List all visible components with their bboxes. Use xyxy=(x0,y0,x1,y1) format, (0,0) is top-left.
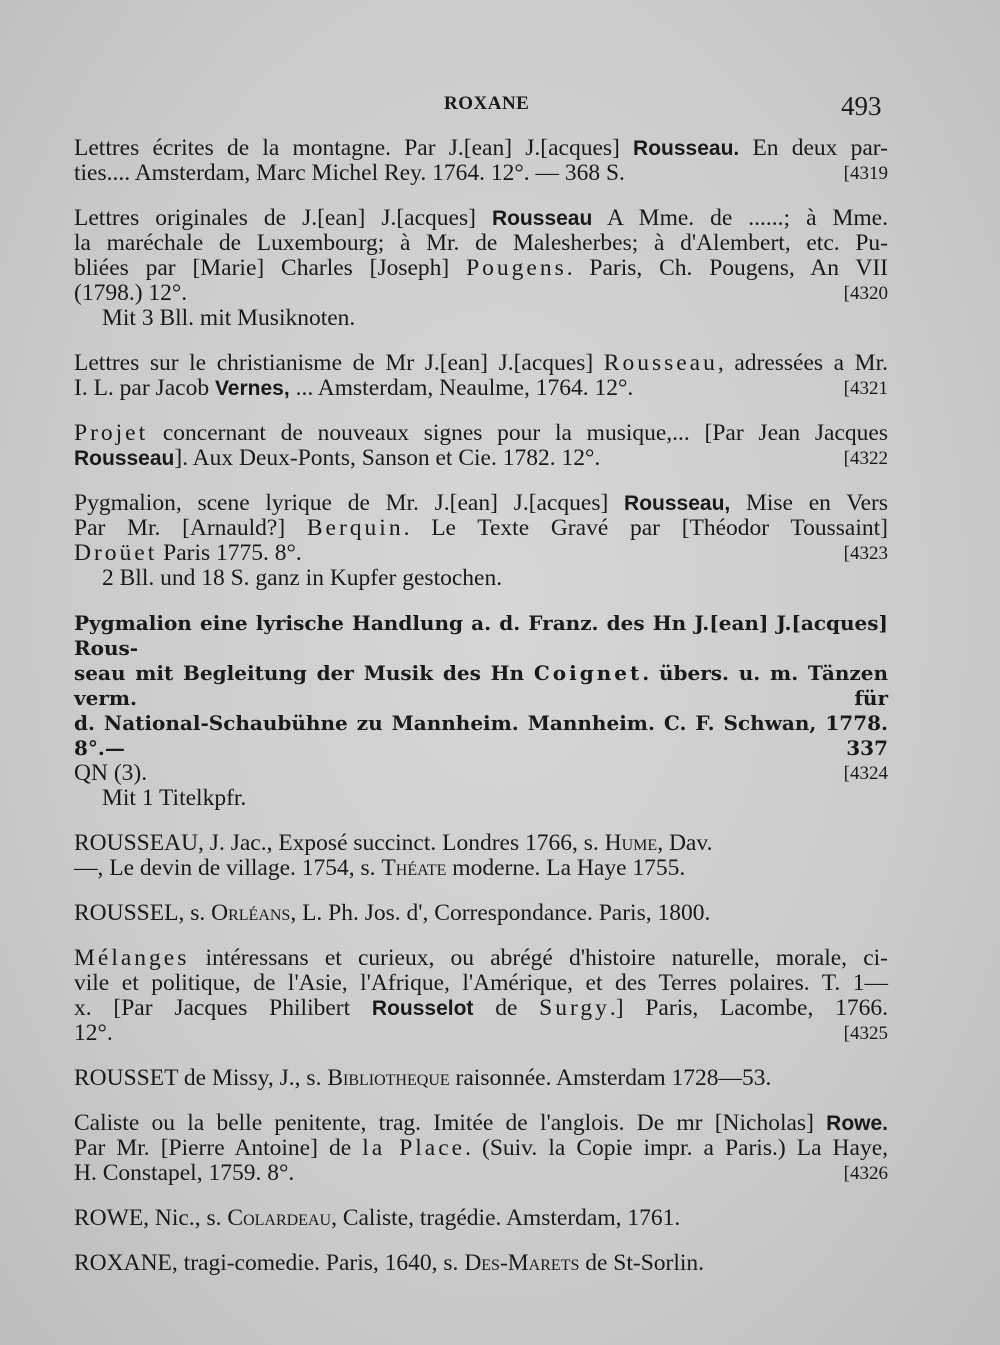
entry-text: H. Constapel, 1759. 8°. xyxy=(74,1160,295,1186)
cross-reference-rousset xyxy=(74,1066,888,1091)
author-name: Rousselot xyxy=(371,997,474,1020)
author-name: seau xyxy=(74,661,126,685)
entry-text: moderne. La Haye 1755. xyxy=(446,855,686,881)
entry-text: , L. Ph. Jos. d', Correspondance. Paris, 1800. xyxy=(290,900,711,926)
entry-line xyxy=(74,1161,888,1186)
entry-text: bliées par [Marie] Charles [Joseph] xyxy=(74,255,467,281)
cross-reference-roussel xyxy=(74,901,888,926)
entry-text: Lettres écrites de la montagne. Par J.[ean] J.[acques] xyxy=(74,135,634,161)
entry-number: [4326 xyxy=(843,1163,888,1184)
entry-line xyxy=(74,1066,888,1091)
entry-number: [4321 xyxy=(843,378,888,399)
author-name: Rousseau, xyxy=(624,492,731,515)
entry-line xyxy=(74,136,888,161)
entry-text: A Mme. de ......; à Mme. xyxy=(592,205,888,231)
entry-text: , adressées a Mr. xyxy=(717,350,888,376)
entry-text: x. [Par Jacques Philibert xyxy=(74,995,372,1021)
entry-note: Mit 3 Bll. mit Musiknoten. xyxy=(102,305,356,331)
entry-line xyxy=(74,1111,888,1136)
entry-text: . Paris, Ch. Pougens, An VII xyxy=(566,255,888,281)
entry-text: I. L. par Jacob xyxy=(74,375,215,401)
author-name: Rowe. xyxy=(826,1112,888,1135)
author-name: Rous- xyxy=(74,636,139,660)
author-name: Rousseau xyxy=(74,447,175,470)
catalogue-entry-4323 xyxy=(74,491,888,591)
entry-text: Lettres originales de J.[ean] J.[acques] xyxy=(74,205,492,231)
entry-text: QN (3). xyxy=(74,760,148,786)
entry-number: [4322 xyxy=(843,448,888,469)
entry-line: la maréchale de Luxembourg; à Mr. de Malesherbes; à d'Alembert, etc. Pu- xyxy=(74,230,888,256)
entry-line xyxy=(74,491,888,516)
entry-text: Lettres sur le christianisme de Mr J.[ean] J.[acques] xyxy=(74,350,604,376)
entry-text: ROXANE, tragi-comedie. Paris, 1640, s. xyxy=(74,1250,465,1276)
entry-text: ROUSSEL, s. xyxy=(74,900,212,926)
entry-text: Paris 1775. 8°. xyxy=(157,540,302,566)
author-name: Droüet xyxy=(74,540,158,566)
entry-text: concernant de nouveaux signes pour la musique,... [Par Jean Jacques xyxy=(148,420,888,446)
reference-name: Colardeau xyxy=(227,1205,332,1231)
entry-text: . Le Texte Gravé par [Théodor Toussaint] xyxy=(403,515,888,541)
author-name: Rousseau xyxy=(603,350,718,376)
entry-line xyxy=(74,1136,888,1161)
entry-line xyxy=(74,1251,888,1276)
entry-text: Par Mr. [Arnauld?] xyxy=(74,515,307,541)
entry-line xyxy=(74,946,888,971)
entry-text: . übers. u. m. Tänzen verm. für xyxy=(74,661,889,710)
catalogue-entry-4325 xyxy=(74,946,888,1046)
entry-text: Pygmalion, scene lyrique de Mr. J.[ean] J.[acques] xyxy=(74,490,625,516)
entry-text: , Caliste, tragédie. Amsterdam, 1761. xyxy=(331,1205,681,1231)
entry-number: [4320 xyxy=(843,283,888,304)
entry-text: ROUSSET de Missy, J., s. xyxy=(74,1065,328,1091)
entry-line xyxy=(74,856,888,881)
entry-line xyxy=(74,831,888,856)
cross-reference-roxane xyxy=(74,1251,888,1276)
entry-note: Mit 1 Titelkpfr. xyxy=(102,785,247,811)
entry-text: —, Le devin de village. 1754, s. xyxy=(74,855,382,881)
entry-text: Pygmalion eine lyrische Handlung a. d. Franz. des Hn J.[ean] J.[acques] xyxy=(74,611,888,635)
entry-text: intéressans et curieux, ou abrégé d'histoire naturelle, morale, ci- xyxy=(189,945,888,971)
entry-text: Mise en Vers xyxy=(730,490,888,516)
entry-text: mit Begleitung der Musik des Hn xyxy=(125,661,534,685)
entry-line xyxy=(74,206,888,231)
reference-name: Théate xyxy=(381,855,447,881)
author-name: Vernes, xyxy=(214,377,290,400)
entry-line xyxy=(74,996,888,1021)
entry-text: 12°. xyxy=(74,1020,113,1046)
entry-text: ties.... Amsterdam, Marc Michel Rey. 1764. 12°. — 368 S. xyxy=(74,160,625,186)
entry-text: (1798.) 12°. xyxy=(74,280,188,306)
entry-note: 2 Bll. und 18 S. ganz in Kupfer gestochen. xyxy=(102,565,503,591)
cross-reference-rowe xyxy=(74,1206,888,1231)
reference-name: Bibliotheque xyxy=(327,1065,450,1091)
running-head: ROXANE xyxy=(444,93,530,114)
reference-name: Des-Marets xyxy=(464,1250,580,1276)
entry-text: ROUSSEAU, J. Jac., Exposé succinct. Londres 1766, s. xyxy=(74,830,605,856)
entry-line xyxy=(74,1021,888,1046)
author-name: Coignet xyxy=(533,661,643,685)
catalogue-entry-4319 xyxy=(74,136,888,186)
author-name: Surgy xyxy=(539,995,610,1021)
entry-line xyxy=(74,421,888,446)
entry-line: d. National-Schaubühne zu Mannheim. Mannheim. C. F. Schwan, 1778. 8°.— 337 xyxy=(74,711,888,760)
entry-number: [4323 xyxy=(843,543,888,564)
entry-line xyxy=(74,1206,888,1231)
cross-reference-rousseau xyxy=(74,831,888,881)
entry-line xyxy=(74,661,888,711)
author-name: Berquin xyxy=(306,515,404,541)
title-word: Projet xyxy=(74,420,149,446)
author-name: la Place xyxy=(362,1135,466,1161)
reference-name: Hume xyxy=(604,830,658,856)
entry-line xyxy=(74,351,888,376)
reference-name: Orléans xyxy=(211,900,291,926)
entry-line xyxy=(74,376,888,401)
entry-text: ]. Aux Deux-Ponts, Sanson et Cie. 1782. 12°. xyxy=(174,445,601,471)
catalogue-entries xyxy=(74,136,888,1296)
entry-line xyxy=(74,161,888,186)
entry-line xyxy=(74,256,888,281)
entry-text: de xyxy=(473,995,540,1021)
entry-text: ROWE, Nic., s. xyxy=(74,1205,228,1231)
entry-line xyxy=(74,901,888,926)
entry-line xyxy=(74,761,888,786)
entry-text: .] Paris, Lacombe, 1766. xyxy=(609,995,888,1021)
entry-text: de St-Sorlin. xyxy=(579,1250,705,1276)
title-word: Mélanges xyxy=(74,945,190,971)
entry-line xyxy=(74,516,888,541)
entry-line: vile et politique, de l'Asie, l'Afrique, l'Amérique, et des Terres polaires. T. 1— xyxy=(74,970,888,996)
catalogue-entry-4322 xyxy=(74,421,888,471)
entry-line xyxy=(74,281,888,306)
entry-number: [4324 xyxy=(843,763,888,784)
catalogue-entry-4321 xyxy=(74,351,888,401)
author-name: Rousseau xyxy=(491,207,593,230)
catalogue-entry-4324 xyxy=(74,611,888,811)
entry-text: Caliste ou la belle penitente, trag. Imitée de l'anglois. De mr [Nicholas] xyxy=(74,1110,827,1136)
entry-text: raisonnée. Amsterdam 1728—53. xyxy=(449,1065,772,1091)
entry-line xyxy=(74,446,888,471)
entry-number: [4319 xyxy=(843,163,888,184)
entry-text: ... Amsterdam, Neaulme, 1764. 12°. xyxy=(289,375,634,401)
entry-text: , Dav. xyxy=(657,830,713,856)
author-name: Pougens xyxy=(466,255,567,281)
entry-line xyxy=(74,541,888,566)
entry-text: Par Mr. [Pierre Antoine] de xyxy=(74,1135,363,1161)
author-name: Rousseau. xyxy=(633,137,740,160)
catalogue-entry-4320 xyxy=(74,206,888,331)
entry-number: [4325 xyxy=(843,1023,888,1044)
entry-text: . (Suiv. la Copie impr. a Paris.) La Haye, xyxy=(465,1135,889,1161)
catalogue-entry-4326 xyxy=(74,1111,888,1186)
entry-line xyxy=(74,611,888,661)
entry-text: En deux par- xyxy=(739,135,888,161)
page-number: 493 xyxy=(841,91,882,121)
